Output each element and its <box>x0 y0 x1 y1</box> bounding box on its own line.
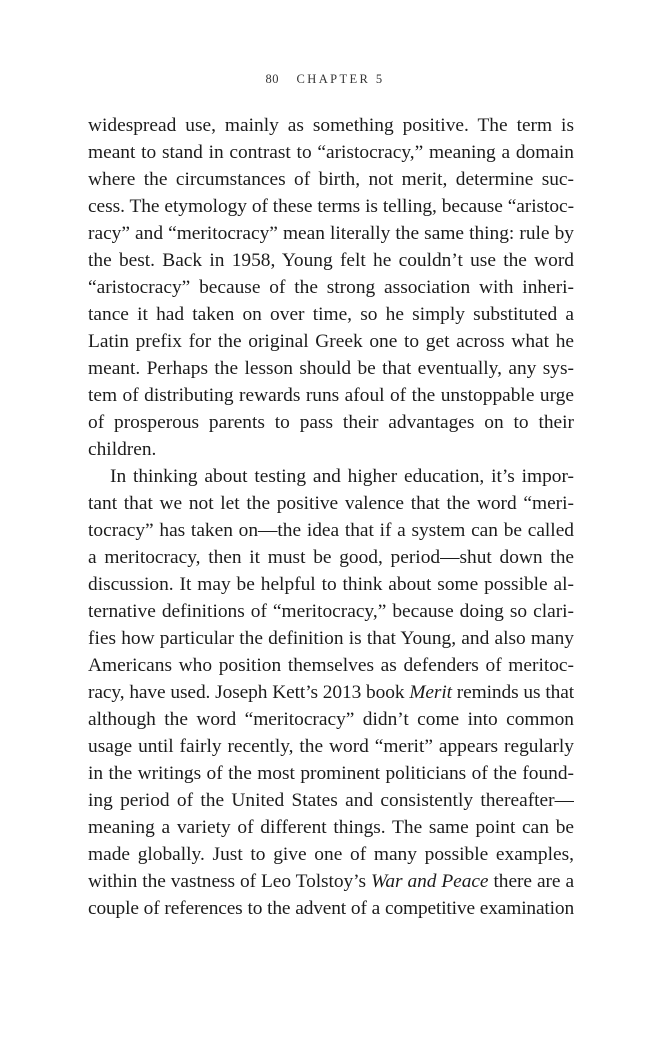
text-line: meant. Perhaps the lesson should be that eventually, any sys- <box>88 358 574 379</box>
text-line: where the circumstances of birth, not merit, determine suc- <box>88 169 574 190</box>
body-text <box>88 112 574 922</box>
text-line: tem of distributing rewards runs afoul of the unstoppable urge <box>88 385 574 406</box>
text-line: ing period of the United States and consistently thereafter— <box>88 790 574 811</box>
text-line: couple of references to the advent of a competitive examination <box>88 898 574 919</box>
text-line: made globally. Just to give one of many possible examples, <box>88 844 574 865</box>
page-number: 80 <box>265 72 280 86</box>
text-line: tocracy” has taken on—the idea that if a system can be called <box>88 520 574 541</box>
text-line: tance it had taken on over time, so he simply substituted a <box>88 304 574 325</box>
text-line: tant that we not let the positive valence that the word “meri- <box>88 493 574 514</box>
text-line: the best. Back in 1958, Young felt he couldn’t use the word <box>88 250 574 271</box>
text-segment: there are a <box>488 871 574 892</box>
text-line: although the word “meritocracy” didn’t come into common <box>88 709 574 730</box>
text-line: Latin prefix for the original Greek one to get across what he <box>88 331 574 352</box>
italic-title: Merit <box>409 682 452 703</box>
text-line: a meritocracy, then it must be good, period—shut down the <box>88 547 574 568</box>
text-line: meaning a variety of different things. The same point can be <box>88 817 574 838</box>
text-line: discussion. It may be helpful to think about some possible al- <box>88 574 574 595</box>
text-segment: racy, have used. Joseph Kett’s 2013 book <box>88 682 410 703</box>
text-line: in the writings of the most prominent politicians of the found- <box>88 763 574 784</box>
text-line <box>88 679 574 706</box>
text-line: “aristocracy” because of the strong association with inheri- <box>88 277 574 298</box>
running-head <box>0 72 650 87</box>
text-segment: reminds us that <box>451 682 574 703</box>
text-segment: within the vastness of Leo Tolstoy’s <box>88 871 371 892</box>
text-line: fies how particular the definition is that Young, and also many <box>88 628 574 649</box>
text-line <box>88 868 574 895</box>
text-line: In thinking about testing and higher education, it’s impor- <box>110 466 574 487</box>
text-line: children. <box>88 439 157 460</box>
text-line: Americans who position themselves as defenders of meritoc- <box>88 655 574 676</box>
chapter-label: CHAPTER 5 <box>296 72 385 86</box>
italic-title: War and Peace <box>371 871 489 892</box>
text-line: of prosperous parents to pass their advantages on to their <box>88 412 574 433</box>
text-line: cess. The etymology of these terms is telling, because “aristoc- <box>88 196 574 217</box>
text-line: racy” and “meritocracy” mean literally the same thing: rule by <box>88 223 574 244</box>
text-line: meant to stand in contrast to “aristocracy,” meaning a domain <box>88 142 574 163</box>
text-line: widespread use, mainly as something positive. The term is <box>88 115 574 136</box>
text-line: usage until fairly recently, the word “merit” appears regularly <box>88 736 574 757</box>
text-line: ternative definitions of “meritocracy,” because doing so clari- <box>88 601 574 622</box>
